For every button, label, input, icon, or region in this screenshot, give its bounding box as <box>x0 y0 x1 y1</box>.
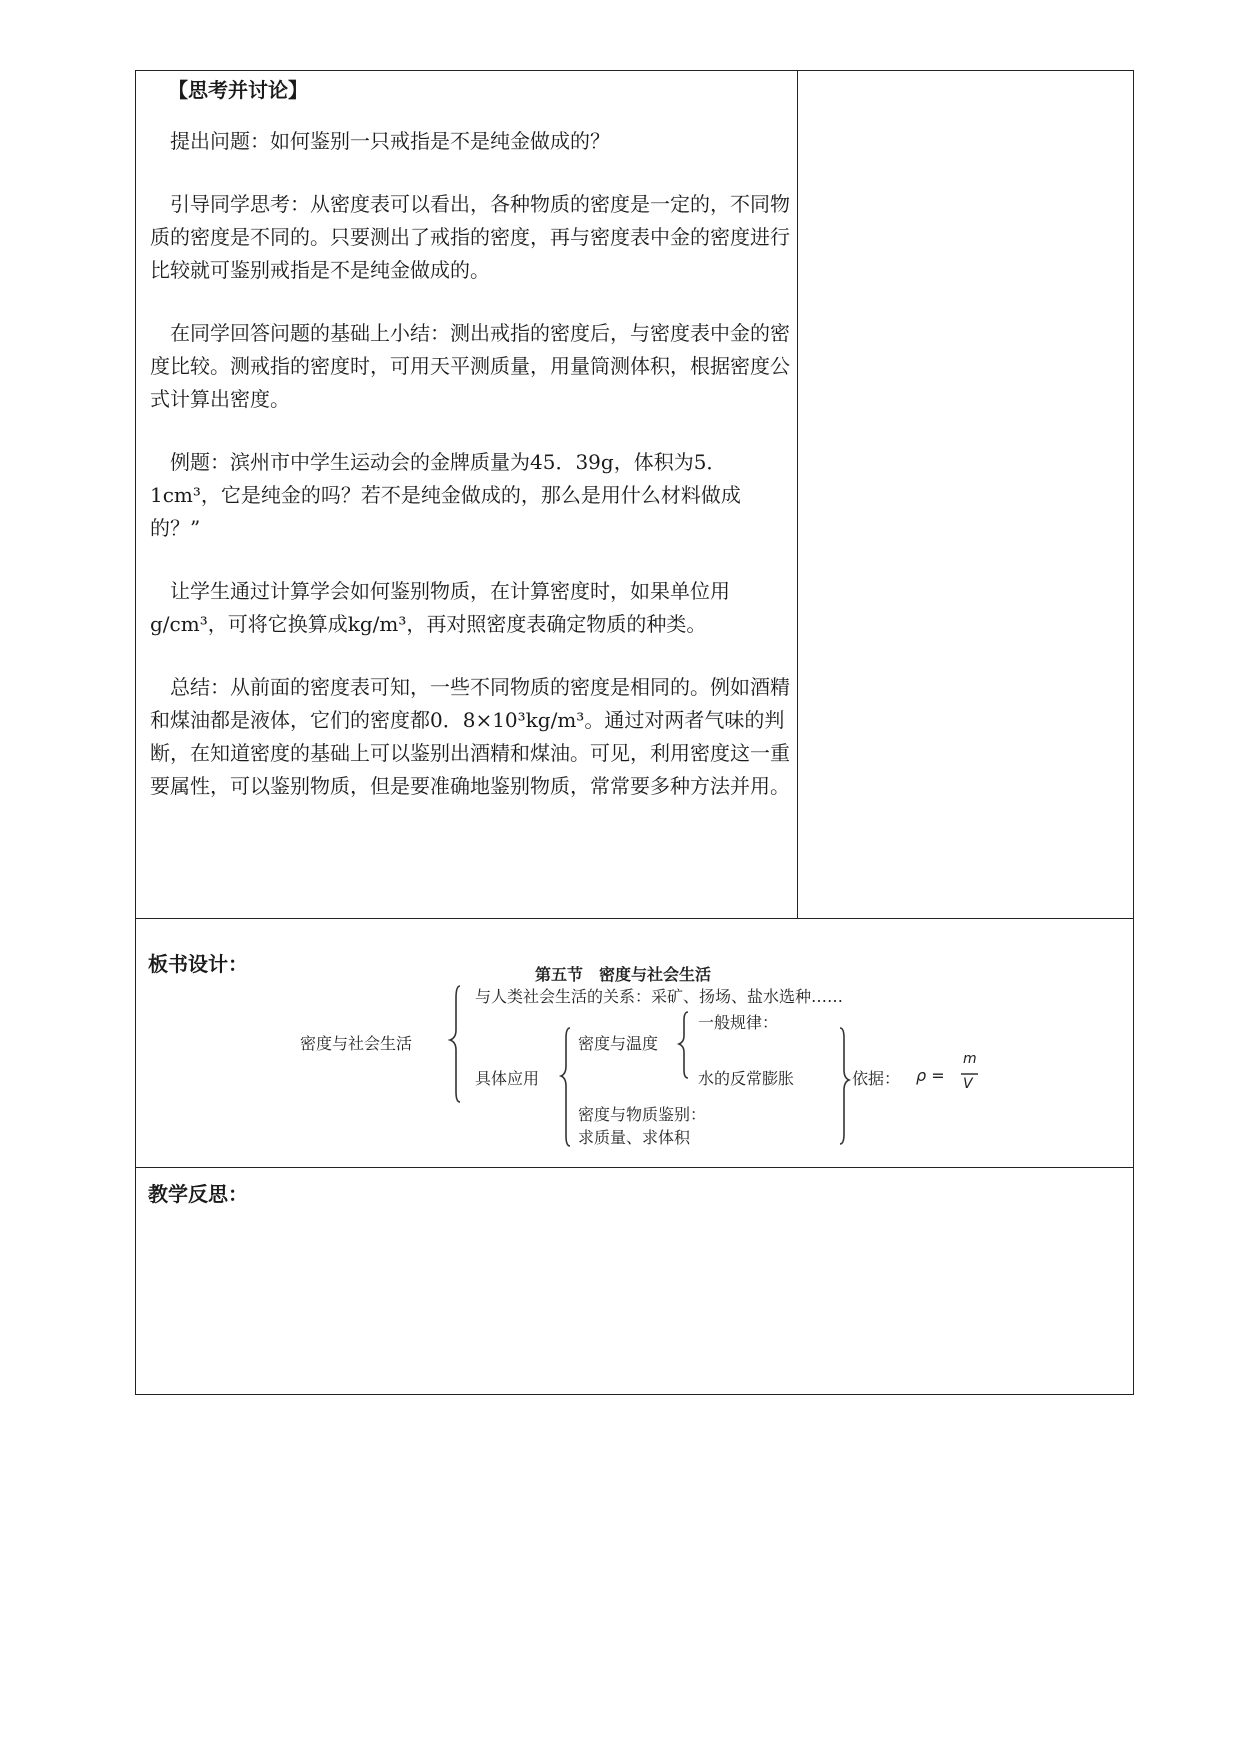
diagram-relation: 与人类社会生活的关系：采矿、扬场、盐水选种…… <box>475 987 844 1006</box>
board-design-label: 板书设计： <box>148 952 248 976</box>
diagram-water-anomaly: 水的反常膨胀 <box>698 1069 795 1088</box>
column-divider <box>797 70 798 918</box>
row-divider-2 <box>135 1167 1134 1168</box>
board-diagram <box>280 958 1000 1158</box>
diagram-basis-label: 依据： <box>852 1069 901 1088</box>
diagram-formula-denominator: V <box>963 1076 973 1092</box>
paragraph-question: 提出问题：如何鉴别一只戒指是不是纯金做成的？ <box>170 129 610 153</box>
diagram-density-temperature: 密度与温度 <box>578 1034 659 1053</box>
paragraph-conclusion: 总结：从前面的密度表可知，一些不同物质的密度是相同的。例如酒精和煤油都是液体，它们的密度都0．8×10³kg/m³。通过对两者气味的判断，在知道密度的基础上可以鉴别出酒精和煤油。可见，利用密度这一重要属性，可以鉴别物质，但是要准确地鉴别物质，常常要多种方法并用。 <box>150 675 790 798</box>
paragraph-guide: 引导同学思考：从密度表可以看出，各种物质的密度是一定的，不同物质的密度是不同的。只要测出了戒指的密度，再与密度表中金的密度进行比较就可鉴别戒指是不是纯金做成的。 <box>150 192 790 282</box>
paragraph-calculation: 让学生通过计算学会如何鉴别物质，在计算密度时，如果单位用g/cm³，可将它换算成kg/m³，再对照密度表确定物质的种类。 <box>150 579 730 636</box>
diagram-brackets <box>280 958 1000 1158</box>
paragraph-example: 例题：滨州市中学生运动会的金牌质量为45．39g，体积为5．1cm³，它是纯金的吗？若不是纯金做成的，那么是用什么材料做成的？” <box>150 450 741 540</box>
diagram-density-identify: 密度与物质鉴别： <box>578 1105 707 1124</box>
bracket-temperature <box>679 1012 688 1078</box>
paragraph-summary: 在同学回答问题的基础上小结：测出戒指的密度后，与密度表中金的密度比较。测戒指的密度时，可用天平测质量，用量筒测体积，根据密度公式计算出密度。 <box>150 321 790 411</box>
diagram-find-mass-volume: 求质量、求体积 <box>578 1128 691 1147</box>
diagram-formula-rho: ρ = <box>916 1066 945 1085</box>
bracket-specific <box>561 1028 570 1146</box>
bracket-basis <box>840 1028 849 1144</box>
diagram-general-rule: 一般规律： <box>698 1013 779 1032</box>
diagram-specific-use: 具体应用 <box>475 1069 540 1088</box>
discussion-section <box>150 74 790 833</box>
diagram-formula-numerator: m <box>963 1051 977 1067</box>
row-divider-1 <box>135 918 1134 919</box>
diagram-root: 密度与社会生活 <box>300 1034 413 1053</box>
discussion-heading: 【思考并讨论】 <box>168 78 308 102</box>
reflection-label: 教学反思： <box>148 1182 248 1206</box>
diagram-title: 第五节 密度与社会生活 <box>535 965 712 984</box>
bracket-root <box>450 986 460 1102</box>
